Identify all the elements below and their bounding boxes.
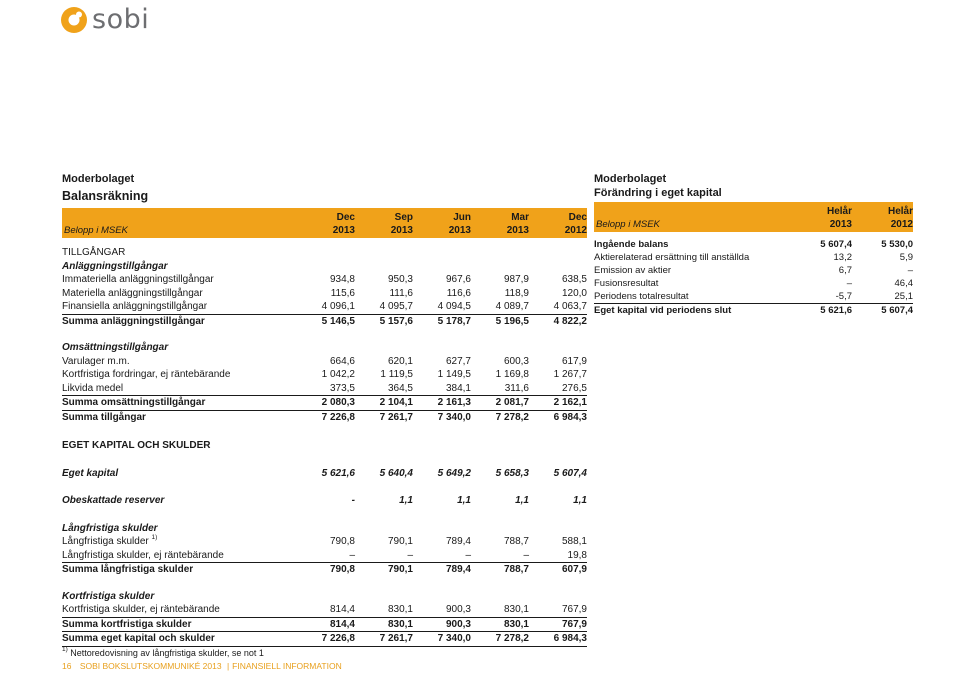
longterm-heading: Långfristiga skulder xyxy=(62,522,158,534)
cell-value: 4 094,5 xyxy=(437,301,471,312)
logo-wordmark: sobi xyxy=(92,4,150,35)
row-label-text: Aktierelaterad ersättning till anställda xyxy=(594,252,750,263)
cell-value: 627,7 xyxy=(445,355,471,367)
sobi-logo-icon xyxy=(60,6,88,34)
current-assets-heading: Omsättningstillgångar xyxy=(62,342,169,353)
cell-value: 830,1 xyxy=(503,618,529,630)
cell-value: 830,1 xyxy=(503,604,529,615)
cell-value: 790,8 xyxy=(329,536,355,547)
cell-value: 5 607,4 xyxy=(881,305,913,316)
footnote-text: Nettoredovisning av långfristiga skulder, se not 1 xyxy=(70,647,264,658)
sum-row xyxy=(62,396,587,411)
row-label xyxy=(62,300,297,314)
cell-value: 120,0 xyxy=(561,287,587,299)
cell-value: 46,4 xyxy=(894,278,913,289)
cell-value: 5 196,5 xyxy=(495,315,529,327)
cell-value: 1 119,5 xyxy=(380,369,413,380)
fixed-assets-heading: Anläggningstillgångar xyxy=(62,260,168,272)
table-row xyxy=(62,368,587,382)
table-row xyxy=(62,355,587,369)
cell-value: 7 340,0 xyxy=(437,633,471,644)
col-month: Mar xyxy=(511,212,529,223)
row-label xyxy=(594,264,791,277)
table-row xyxy=(594,251,913,264)
cell-value: 950,3 xyxy=(387,274,413,285)
row-label xyxy=(62,563,297,577)
row-label-text: Emission av aktier xyxy=(594,265,672,276)
balance-title: Balansräkning xyxy=(62,189,149,203)
cell-value: 7 261,7 xyxy=(379,633,413,644)
page-number: 16 xyxy=(62,661,72,671)
col-month: Sep xyxy=(394,212,413,223)
total-row xyxy=(62,632,587,647)
row-label xyxy=(62,494,297,508)
cell-value: 1,1 xyxy=(515,495,529,506)
cell-value: 5 607,4 xyxy=(820,239,852,250)
row-label-text: Obeskattade reserver xyxy=(62,495,165,506)
row-label-text: Summa tillgångar xyxy=(62,411,146,423)
cell-value: – xyxy=(407,549,413,561)
footnote-marker: 1) xyxy=(62,645,68,653)
row-label xyxy=(62,467,297,481)
cell-value: 4 096,1 xyxy=(321,301,355,312)
cell-value: - xyxy=(351,495,355,506)
row-label xyxy=(62,355,297,369)
col-year: 2013 xyxy=(829,219,852,230)
cell-value: 1 042,2 xyxy=(321,369,355,380)
cell-value: 4 822,2 xyxy=(553,315,587,327)
cell-value: 617,9 xyxy=(561,355,587,367)
col-year: 2013 xyxy=(448,225,471,236)
cell-value: 790,1 xyxy=(387,564,413,575)
cell-value: 7 278,2 xyxy=(495,411,529,423)
cell-value: 900,3 xyxy=(445,604,471,615)
cell-value: 115,6 xyxy=(330,287,355,299)
row-label xyxy=(62,603,297,617)
row-label-text: Eget kapital xyxy=(62,467,119,479)
cell-value: 7 278,2 xyxy=(495,633,529,644)
cell-value: 1,1 xyxy=(573,495,587,506)
footer-section: FINANSIELL INFORMATION xyxy=(232,661,342,671)
cell-value: 814,4 xyxy=(329,618,355,630)
row-label xyxy=(62,396,297,410)
row-label-text: Kortfristiga skulder, ej räntebärande xyxy=(62,604,220,615)
cell-value: 600,3 xyxy=(503,355,529,367)
equity-entity: Moderbolaget xyxy=(594,173,667,185)
cell-value: 934,8 xyxy=(329,274,355,285)
cell-value: 311,6 xyxy=(504,382,529,394)
row-label-text: Summa eget kapital och skulder xyxy=(62,633,215,644)
cell-value: 5 146,5 xyxy=(321,315,355,327)
table-row xyxy=(62,535,587,549)
row-label-text: Varulager m.m. xyxy=(62,355,130,367)
col-label: Helår xyxy=(887,206,913,217)
row-label-text: Summa omsättningstillgångar xyxy=(62,397,206,408)
row-label xyxy=(594,238,791,251)
sum-row xyxy=(62,618,587,633)
cell-value: 5 640,4 xyxy=(379,467,413,479)
cell-value: 5,9 xyxy=(899,252,913,263)
col-year: 2013 xyxy=(390,225,413,236)
row-label-text: Likvida medel xyxy=(62,382,124,394)
balance-sheet xyxy=(62,172,587,660)
cell-value: 5 658,3 xyxy=(495,467,529,479)
row-label xyxy=(62,273,297,287)
page-footer: 16 SOBI BOKSLUTSKOMMUNIKÉ 2013 | FINANSIELL INFORMATION xyxy=(62,661,342,671)
cell-value: 5 530,0 xyxy=(881,239,913,250)
cell-value: 384,1 xyxy=(445,382,471,394)
cell-value: 5 621,6 xyxy=(820,305,852,316)
cell-value: 7 226,8 xyxy=(321,411,355,423)
balance-header xyxy=(62,208,587,238)
table-row xyxy=(594,277,913,290)
cell-value: 788,7 xyxy=(503,536,529,547)
col-month: Dec xyxy=(568,212,587,223)
cell-value: 767,9 xyxy=(561,604,587,615)
untaxed-row xyxy=(62,494,587,508)
row-label-text: Långfristiga skulder xyxy=(62,536,149,547)
cell-value: 25,1 xyxy=(894,291,913,302)
row-label xyxy=(62,368,297,382)
cell-value: 373,5 xyxy=(329,382,355,394)
table-row xyxy=(594,238,913,251)
equity-change xyxy=(594,172,913,317)
cell-value: 5 621,6 xyxy=(321,467,355,479)
cell-value: 638,5 xyxy=(561,274,587,285)
cell-value: 5 178,7 xyxy=(437,315,471,327)
table-row xyxy=(62,287,587,301)
cell-value: – xyxy=(846,278,852,289)
equity-header xyxy=(594,202,913,232)
cell-value: 6 984,3 xyxy=(553,411,587,423)
table-row xyxy=(594,290,913,304)
row-label xyxy=(594,304,791,317)
cell-value: 116,6 xyxy=(446,287,471,299)
cell-value: 276,5 xyxy=(561,382,587,394)
row-label-text: Ingående balans xyxy=(594,239,669,250)
row-label xyxy=(62,549,297,563)
table-row xyxy=(62,300,587,315)
row-label xyxy=(62,411,297,425)
cell-value: 6,7 xyxy=(838,265,852,276)
cell-value: 790,8 xyxy=(329,564,355,575)
cell-value: – xyxy=(523,549,529,561)
col-year: 2012 xyxy=(564,225,587,236)
row-label-text: Periodens totalresultat xyxy=(594,291,689,302)
footer-text: SOBI BOKSLUTSKOMMUNIKÉ 2013 xyxy=(79,661,222,671)
cell-value: 19,8 xyxy=(567,549,587,561)
cell-value: 5 607,4 xyxy=(553,467,587,479)
cell-value: 987,9 xyxy=(503,274,529,285)
cell-value: 5 157,6 xyxy=(379,315,413,327)
equity-liabilities-heading: EGET KAPITAL OCH SKULDER xyxy=(62,440,211,451)
shortterm-heading: Kortfristiga skulder xyxy=(62,590,155,602)
row-label xyxy=(62,632,297,646)
cell-value: 664,6 xyxy=(329,355,355,367)
table-row xyxy=(62,603,587,618)
cell-value: 789,4 xyxy=(445,564,471,575)
row-label xyxy=(594,251,791,264)
unit-label: Belopp i MSEK xyxy=(596,219,660,230)
cell-value: 2 081,7 xyxy=(495,397,529,408)
cell-value: 4 089,7 xyxy=(495,301,529,312)
cell-value: 5 649,2 xyxy=(437,467,471,479)
row-label-text: Materiella anläggningstillgångar xyxy=(62,287,203,299)
cell-value: 4 063,7 xyxy=(553,301,587,312)
table-row xyxy=(594,304,913,317)
row-label xyxy=(594,290,791,303)
col-year: 2013 xyxy=(506,225,529,236)
cell-value: 967,6 xyxy=(445,274,471,285)
row-label-text: Finansiella anläggningstillgångar xyxy=(62,301,208,312)
cell-value: 607,9 xyxy=(561,564,587,575)
col-year: 2012 xyxy=(890,219,913,230)
col-month: Jun xyxy=(453,212,471,223)
cell-value: 900,3 xyxy=(445,618,471,630)
assets-heading: TILLGÅNGAR xyxy=(62,247,126,258)
sum-row xyxy=(62,315,587,329)
sum-row xyxy=(62,411,587,425)
cell-value: – xyxy=(349,549,355,561)
cell-value: 2 104,1 xyxy=(379,397,413,408)
equity-title: Förändring i eget kapital xyxy=(594,187,722,199)
cell-value: 7 226,8 xyxy=(321,633,355,644)
cell-value: -5,7 xyxy=(835,291,852,302)
table-row xyxy=(62,549,587,564)
cell-value: 830,1 xyxy=(387,618,413,630)
cell-value: 767,9 xyxy=(561,618,587,630)
col-year: 2013 xyxy=(332,225,355,236)
cell-value: 7 340,0 xyxy=(437,411,471,423)
cell-value: 588,1 xyxy=(561,536,587,547)
row-label-text: Summa långfristiga skulder xyxy=(62,564,194,575)
cell-value: 620,1 xyxy=(387,355,413,367)
row-label-text: Immateriella anläggningstillgångar xyxy=(62,274,214,285)
table-row xyxy=(62,273,587,287)
cell-value: 2 080,3 xyxy=(321,397,355,408)
row-label-text: Kortfristiga fordringar, ej räntebärande xyxy=(62,369,231,380)
cell-value: 118,9 xyxy=(504,287,529,299)
cell-value: 1,1 xyxy=(457,495,471,506)
unit-label: Belopp i MSEK xyxy=(64,225,128,236)
row-label-text: Långfristiga skulder, ej räntebärande xyxy=(62,549,224,561)
cell-value: 788,7 xyxy=(503,564,529,575)
cell-value: 1 267,7 xyxy=(553,369,587,380)
footnote-marker: 1) xyxy=(151,533,158,541)
cell-value: 2 161,3 xyxy=(437,397,471,408)
row-label xyxy=(62,382,297,396)
cell-value: 4 095,7 xyxy=(379,301,413,312)
row-label-text: Fusionsresultat xyxy=(594,278,659,289)
cell-value: 2 162,1 xyxy=(553,397,587,408)
cell-value: 1,1 xyxy=(399,495,413,506)
row-label xyxy=(62,535,297,549)
table-row xyxy=(594,264,913,277)
cell-value: 830,1 xyxy=(387,604,413,615)
row-label-text: Eget kapital vid periodens slut xyxy=(594,305,732,316)
cell-value: 7 261,7 xyxy=(379,411,413,423)
cell-value: 364,5 xyxy=(387,382,413,394)
col-label: Helår xyxy=(826,206,852,217)
cell-value: 111,6 xyxy=(389,287,413,299)
row-label xyxy=(62,287,297,301)
cell-value: 790,1 xyxy=(387,536,413,547)
row-label xyxy=(62,315,297,329)
footnote xyxy=(62,647,587,661)
row-label-text: Summa kortfristiga skulder xyxy=(62,618,192,630)
cell-value: 789,4 xyxy=(445,536,471,547)
row-label xyxy=(594,277,791,290)
sobi-logo xyxy=(60,6,149,34)
cell-value: – xyxy=(465,549,471,561)
row-label-text: Summa anläggningstillgångar xyxy=(62,315,205,327)
cell-value: 1 169,8 xyxy=(495,369,529,380)
cell-value: 1 149,5 xyxy=(437,369,471,380)
cell-value: 6 984,3 xyxy=(553,633,587,644)
cell-value: – xyxy=(907,265,913,276)
row-label xyxy=(62,618,297,632)
col-month: Dec xyxy=(336,212,355,223)
table-row xyxy=(62,382,587,397)
cell-value: 13,2 xyxy=(833,252,852,263)
equity-row xyxy=(62,467,587,481)
cell-value: 814,4 xyxy=(329,604,355,615)
sum-row xyxy=(62,563,587,577)
balance-entity: Moderbolaget xyxy=(62,173,135,185)
